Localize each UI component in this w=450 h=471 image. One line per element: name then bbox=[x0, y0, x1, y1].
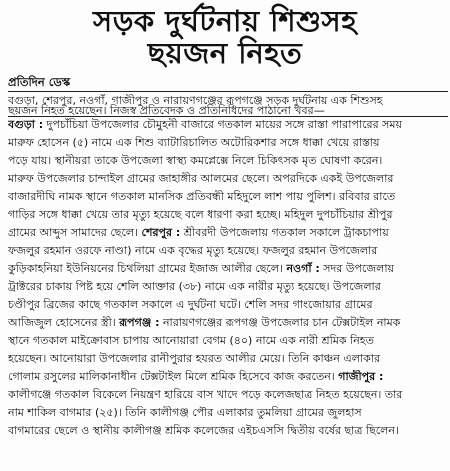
body-line bbox=[8, 226, 448, 239]
location-sherpur: শেরপুর : bbox=[141, 226, 181, 239]
intro-line: ছয়জন নিহত হয়েছেন। নিজস্ব প্রতিবেদক ও প্রতিনিধিদের পাঠানো খবর— bbox=[8, 104, 325, 117]
intro-line: বগুড়া, শেরপুর, নওগাঁ, গাজীপুর ও নারায়ণগঞ্জের রূপগঞ্জে সড়ক দুর্ঘটনায় এক শিশুসহ bbox=[8, 94, 383, 107]
location-gazipur: গাজীপুর : bbox=[338, 370, 384, 383]
intro-divider bbox=[8, 116, 448, 117]
body-text: কুড়িকাহনিয়া ইউনিয়নের চিথলিয়া গ্রামের ইজাজ আলীর ছেলে। bbox=[8, 262, 287, 275]
byline: প্রতিদিন ডেস্ক bbox=[8, 75, 71, 89]
body-line: চণ্ডীপুর ব্রিজের কাছে গতকাল সকালে এ দুর্ঘটনা ঘটে। শেলি সদর গাংজোয়ার গ্রামের bbox=[8, 298, 373, 311]
headline-line-2: ছয়জন নিহত bbox=[147, 36, 303, 70]
body-line bbox=[8, 370, 448, 383]
body-line: বাগমারের ছেলে ও স্থানীয় কালীগঞ্জ শ্রমিক কলেজের এইচএসসি দ্বিতীয় বর্ষের ছাত্র ছিলেন। bbox=[8, 424, 399, 437]
body-line: মারুফ হোসেন (৫) নামে এক শিশু ব্যাটারিচালিত অটোরিকশার সঙ্গে ধাক্কা খেয়ে রাস্তায় bbox=[8, 136, 380, 149]
body-line bbox=[8, 262, 448, 275]
body-line bbox=[8, 316, 448, 329]
body-line: ট্রাক্টরের চাকায় পিষ্ট হয়ে শেলি আক্তার (৩৮) নামে এক নারীর মৃত্যু হয়েছে। উপজেলার bbox=[8, 280, 381, 293]
body-text: আজিজুল হোসেনের স্ত্রী। bbox=[8, 316, 120, 329]
body-line: নাম শাকিল বাগমার (২৫)। তিনি কালীগঞ্জ পৌর এলাকার তুমলিয়া গ্রামের জুলহাস bbox=[8, 406, 362, 419]
body-line: স্থানে গতকাল মাইক্রোবাস চাপায় আনোয়ারা বেগম (৪০) নামে এক নারী শ্রমিক নিহত bbox=[8, 334, 374, 347]
body-line: পড়ে যায়। স্থানীয়রা তাকে উপজেলা স্বাস্থ্য কমপ্লেক্সে নিলে চিকিৎসক মৃত ঘোষণা করেন। bbox=[8, 154, 383, 167]
body-line: কালীগঞ্জে গতকাল বিকেলে নিয়ন্ত্রণ হারিয়ে বাস খাদে পড়ে কলেজছাত্র নিহত হয়েছেন। তার bbox=[8, 388, 403, 401]
body-line: গাড়ির সঙ্গে ধাক্কা খেয়ে তার মৃত্যু হয়েছে বলে ধারণা করা হচ্ছে। মহিদুল দুপচাঁচিয়ার শ্রীপুর bbox=[8, 208, 393, 221]
body-text: দুপচাঁচিয়া উপজেলার চৌমুহনী বাজারে গতকাল মায়ের সঙ্গে রাস্তা পারাপারের সময় bbox=[43, 118, 402, 131]
body-text: শ্রীবরদী উপজেলায় গতকাল সকালে ট্রাকচাপায় bbox=[180, 226, 389, 239]
body-line: মারুফ উপজেলার চান্দাইল গ্রামের জাহাঙ্গীর আলমের ছেলে। অপরদিকে একই উপজেলার bbox=[8, 172, 394, 185]
byline-divider bbox=[8, 91, 448, 92]
body-text: গ্রামের আব্দুস সামাদের ছেলে। bbox=[8, 226, 142, 239]
body-line bbox=[8, 118, 448, 131]
location-bogura: বগুড়া : bbox=[8, 118, 44, 131]
body-text: নারায়ণগঞ্জের রূপগঞ্জ উপজেলার চান টেক্সটাইল নামক bbox=[159, 316, 401, 329]
location-naogaon: নওগাঁ : bbox=[286, 262, 320, 275]
body-line: হয়েছেন। আনোয়ারা উপজেলার রানীপুরার হযরত আলীর মেয়ে। তিনি কাঞ্চন এলাকার bbox=[8, 352, 381, 365]
body-line: ফজলুর রহমান ওরফে নাণ্ডা) নামে এক বৃদ্ধের মৃত্যু হয়েছে। ফজলুর রহমান উপজেলার bbox=[8, 244, 378, 257]
location-rupganj: রূপগঞ্জ : bbox=[119, 316, 160, 329]
body-text: গোলাম রসুলের মালিকানাধীন টেক্সটাইল মিলে শ্রমিক হিসেবে কাজ করতেন। bbox=[8, 370, 339, 383]
body-text: সদর উপজেলায় bbox=[319, 262, 395, 275]
headline-line-1: সড়ক দুর্ঘটনায় শিশুসহ bbox=[93, 4, 357, 38]
body-line: বাজারদীঘি নামক স্থানে গতকাল মানসিক প্রতিবন্ধী মহিদুলে লাশ পায় পুলিশ। রবিবার রাতে bbox=[8, 190, 396, 203]
